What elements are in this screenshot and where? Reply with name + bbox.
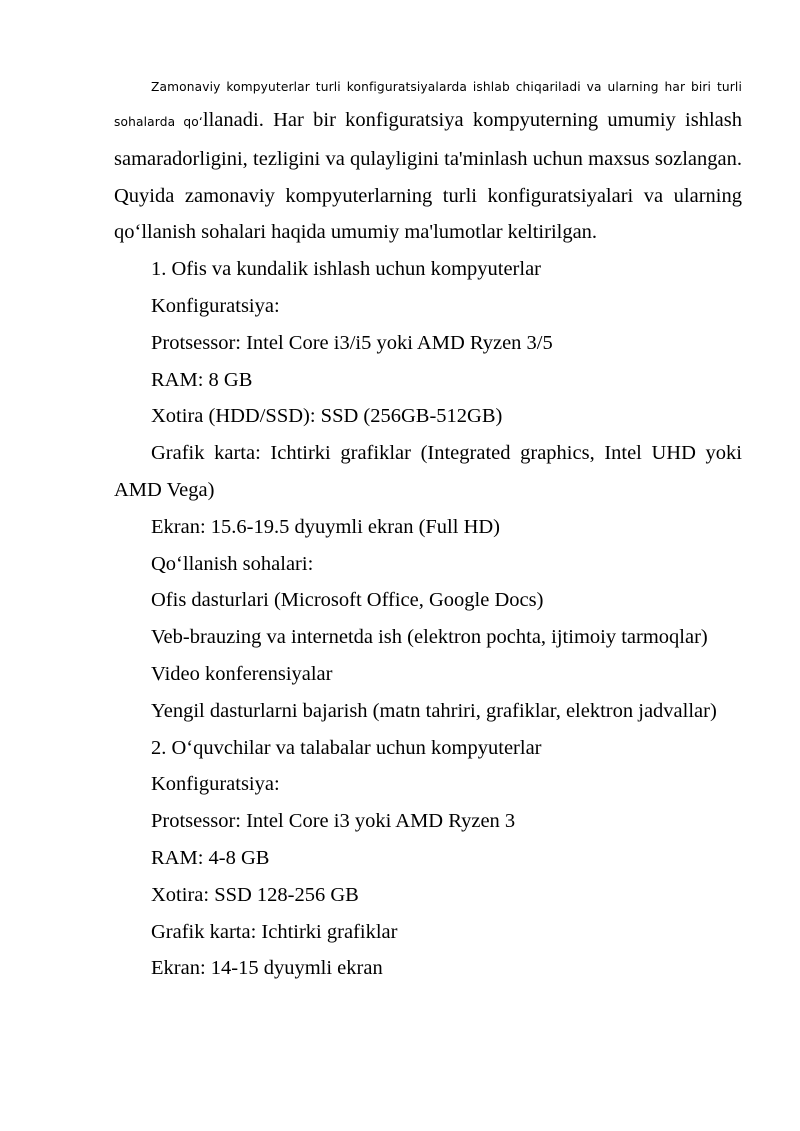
section1-cpu: Protsessor: Intel Core i3/i5 yoki AMD Ryzen 3/5 [151, 331, 553, 354]
section1-ram: RAM: 8 GB [151, 368, 253, 391]
intro-rest-text: llanadi. Har bir konfiguratsiya kompyuterning umumiy ishlash samaradorligini, tezligini va qulayligini ta'minlash uchun maxsus sozlangan. Quyida zamonaviy kompyuterlarning turli konfiguratsiyalari va ularning qo‘llanish sohalari haqida umumiy ma'lumotlar keltirilgan. [114, 109, 742, 244]
intro-continuation [114, 102, 742, 251]
section1-usage-2: Veb-brauzing va internetda ish (elektron pochta, ijtimoiy tarmoqlar) [151, 626, 708, 649]
intro-paragraph [114, 72, 742, 251]
section1-usage-1: Ofis dasturlari (Microsoft Office, Google Docs) [151, 589, 544, 612]
section2-gpu: Grafik karta: Ichtirki grafiklar [151, 920, 398, 943]
section1-usage-3: Video konferensiyalar [151, 662, 333, 685]
section1-usage-label: Qo‘llanish sohalari: [151, 552, 314, 575]
section1-heading: 1. Ofis va kundalik ishlash uchun kompyuterlar [151, 258, 542, 281]
section1-usage-4: Yengil dasturlarni bajarish (matn tahriri, grafiklar, elektron jadvallar) [151, 699, 717, 722]
section2-screen: Ekran: 14-15 dyuymli ekran [151, 957, 383, 980]
intro-small-fragment: sohalarda qo‘ [114, 115, 203, 129]
intro-first-line: Zamonaviy kompyuterlar turli konfiguratsiyalarda ishlab chiqariladi va ularning har biri turli [151, 80, 742, 94]
section2-cpu: Protsessor: Intel Core i3 yoki AMD Ryzen 3 [151, 810, 516, 833]
section2-ram: RAM: 4-8 GB [151, 846, 270, 869]
section1-storage: Xotira (HDD/SSD): SSD (256GB-512GB) [151, 405, 503, 428]
section1-config-label: Konfiguratsiya: [151, 294, 280, 317]
section2-config-label: Konfiguratsiya: [151, 773, 280, 796]
section2-heading: 2. O‘quvchilar va talabalar uchun kompyuterlar [151, 736, 542, 759]
document-page [114, 72, 742, 987]
section2-storage: Xotira: SSD 128-256 GB [151, 883, 359, 906]
section1-gpu: Grafik karta: Ichtirki grafiklar (Integrated graphics, Intel UHD yoki AMD Vega) [114, 442, 742, 501]
section1-screen: Ekran: 15.6-19.5 dyuymli ekran (Full HD) [151, 515, 501, 538]
